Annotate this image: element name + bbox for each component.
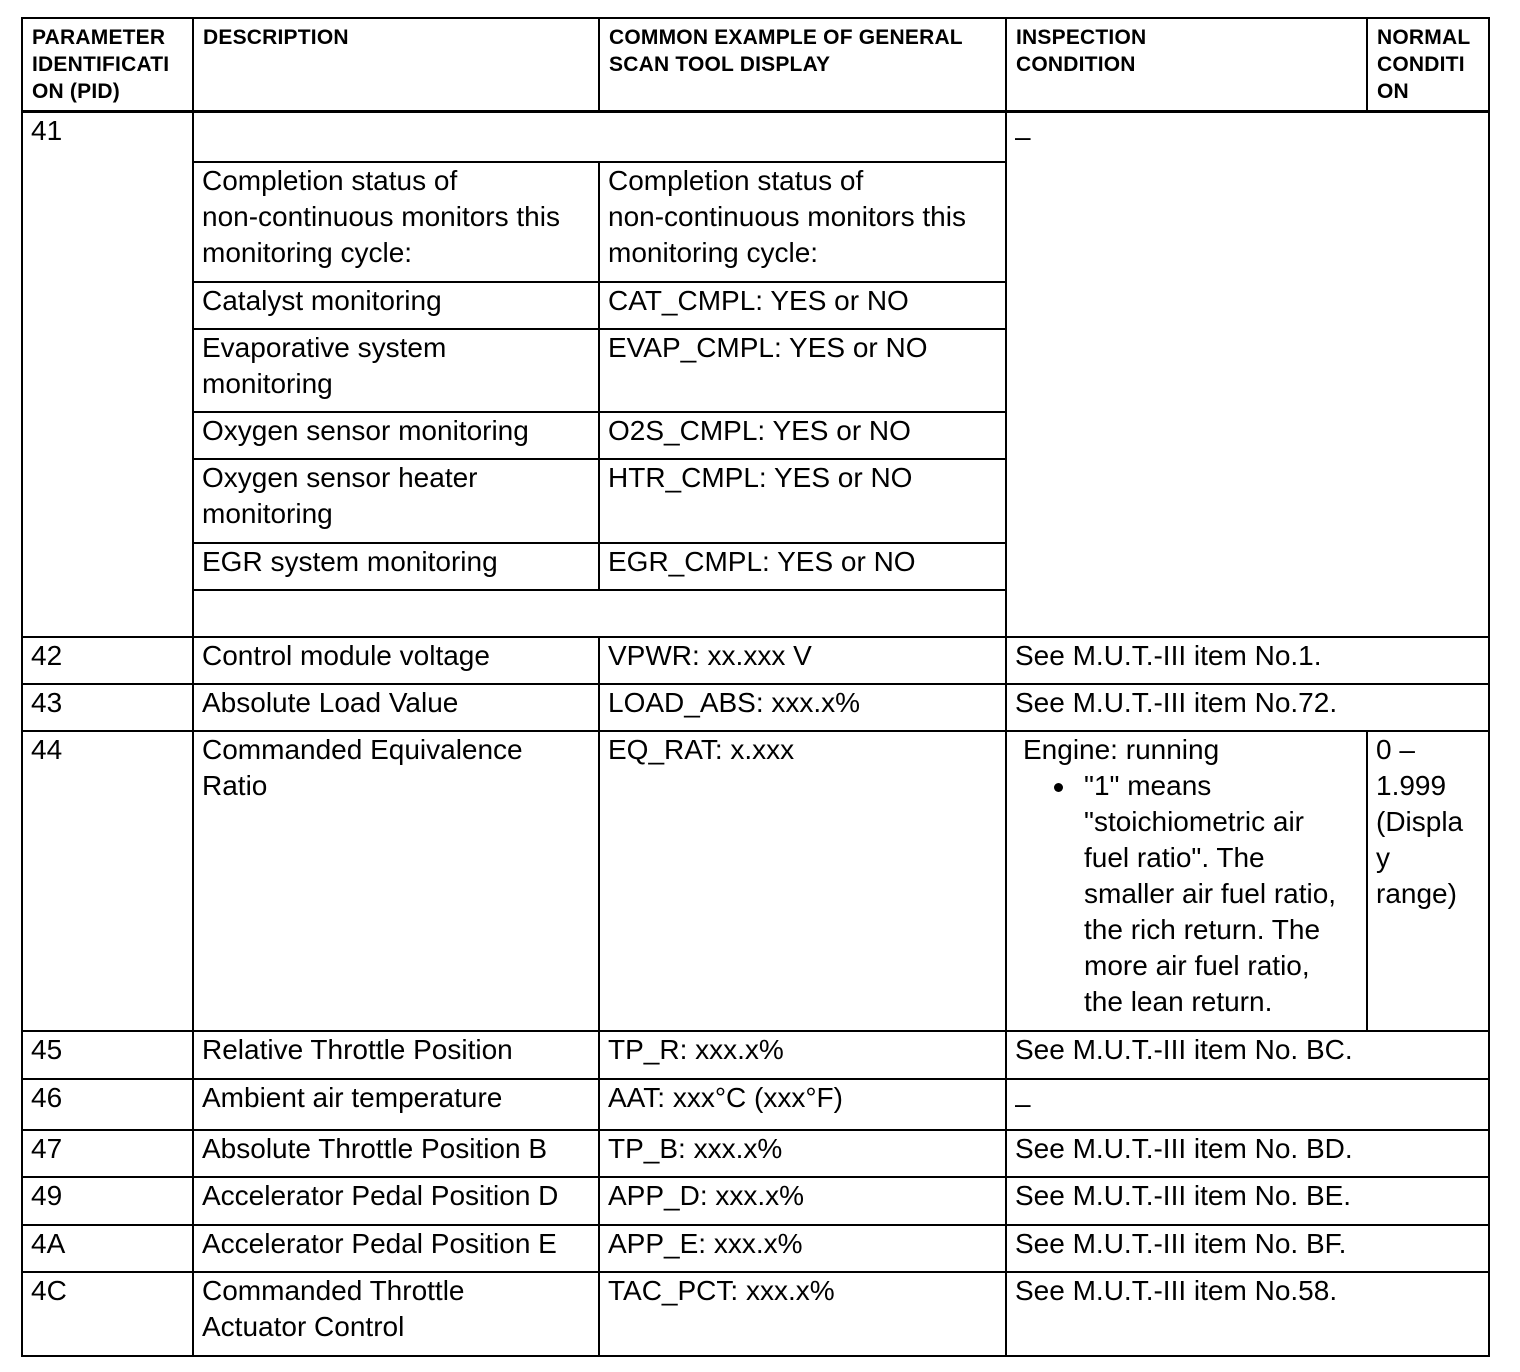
header-normal-condition: NORMAL CONDITI ON [1377, 26, 1471, 103]
inspection-cell-4a: See M.U.T.-III item No. BF. [1015, 1228, 1347, 1259]
header-description: DESCRIPTION [203, 26, 349, 49]
description-cell-44: Commanded Equivalence Ratio [202, 734, 523, 801]
inspection-bullet-list [1023, 768, 1358, 1020]
inspection-cell-42: See M.U.T.-III item No.1. [1015, 640, 1322, 671]
display-cell-41-o2s: O2S_CMPL: YES or NO [608, 415, 911, 446]
display-cell-47: TP_B: xxx.x% [608, 1133, 783, 1164]
description-cell-41-htr: Oxygen sensor heater monitoring [202, 462, 478, 529]
description-cell-4a: Accelerator Pedal Position E [202, 1228, 557, 1259]
description-cell-41-catalyst: Catalyst monitoring [202, 285, 442, 316]
header-pid: PARAMETER IDENTIFICATI ON (PID) [32, 26, 170, 103]
inspection-cell-41: – [1015, 121, 1031, 152]
inspection-cell-4c: See M.U.T.-III item No.58. [1015, 1275, 1338, 1306]
description-cell-49: Accelerator Pedal Position D [202, 1180, 559, 1211]
description-cell-4c: Commanded Throttle Actuator Control [202, 1275, 465, 1342]
normal-cell-44: 0 – 1.999 (Displa y range) [1376, 734, 1464, 909]
header-inspection-condition: INSPECTION CONDITION [1016, 26, 1147, 76]
display-cell-44: EQ_RAT: x.xxx [608, 734, 795, 765]
display-cell-42: VPWR: xx.xxx V [608, 640, 812, 671]
display-cell-41-evap: EVAP_CMPL: YES or NO [608, 332, 928, 363]
inspection-cell-43: See M.U.T.-III item No.72. [1015, 687, 1338, 718]
pid-cell-47: 47 [31, 1133, 63, 1164]
inspection-cell-44: Engine: running "1" means "stoichiometric air fuel ratio". The smaller air fuel ratio, the rich return. The more air fuel ratio, the lean return. [1007, 732, 1366, 1020]
inspection-cell-46: – [1015, 1088, 1031, 1119]
pid-cell-41: 41 [31, 115, 63, 146]
display-cell-45: TP_R: xxx.x% [608, 1034, 784, 1065]
description-cell-47: Absolute Throttle Position B [202, 1133, 548, 1164]
display-cell-4a: APP_E: xxx.x% [608, 1228, 803, 1259]
display-cell-49: APP_D: xxx.x% [608, 1180, 805, 1211]
display-cell-46: AAT: xxx°C (xxx°F) [608, 1082, 843, 1113]
display-cell-41-status: Completion status of non-continuous monitors this monitoring cycle: [608, 165, 966, 268]
pid-cell-42: 42 [31, 640, 63, 671]
display-cell-41-catalyst: CAT_CMPL: YES or NO [608, 285, 909, 316]
inspection-cell-49: See M.U.T.-III item No. BE. [1015, 1180, 1352, 1211]
pid-cell-4a: 4A [31, 1228, 66, 1259]
inspection-bullet-item: "1" means "stoichiometric air fuel ratio". The smaller air fuel ratio, the rich return. The more air fuel ratio, the lean return. [1084, 768, 1358, 1020]
inspection-cell-45: See M.U.T.-III item No. BC. [1015, 1034, 1353, 1065]
display-cell-41-htr: HTR_CMPL: YES or NO [608, 462, 913, 493]
display-cell-4c: TAC_PCT: xxx.x% [608, 1275, 835, 1306]
pid-cell-43: 43 [31, 687, 63, 718]
description-cell-43: Absolute Load Value [202, 687, 459, 718]
pid-cell-49: 49 [31, 1180, 63, 1211]
pid-cell-4c: 4C [31, 1275, 67, 1306]
pid-table [21, 17, 1490, 1357]
description-cell-41-evap: Evaporative system monitoring [202, 332, 447, 399]
description-cell-41-egr: EGR system monitoring [202, 546, 498, 577]
description-cell-42: Control module voltage [202, 640, 490, 671]
pid-cell-44: 44 [31, 734, 63, 765]
description-cell-46: Ambient air temperature [202, 1082, 503, 1113]
description-cell-41-o2s: Oxygen sensor monitoring [202, 415, 529, 446]
pid-cell-45: 45 [31, 1034, 63, 1065]
header-scan-tool-display: COMMON EXAMPLE OF GENERAL SCAN TOOL DISPLAY [609, 26, 963, 76]
pid-cell-46: 46 [31, 1082, 63, 1113]
description-cell-45: Relative Throttle Position [202, 1034, 513, 1065]
display-cell-41-egr: EGR_CMPL: YES or NO [608, 546, 916, 577]
description-cell-41-status: Completion status of non-continuous monitors this monitoring cycle: [202, 165, 560, 268]
inspection-cell-47: See M.U.T.-III item No. BD. [1015, 1133, 1353, 1164]
display-cell-43: LOAD_ABS: xxx.x% [608, 687, 861, 718]
